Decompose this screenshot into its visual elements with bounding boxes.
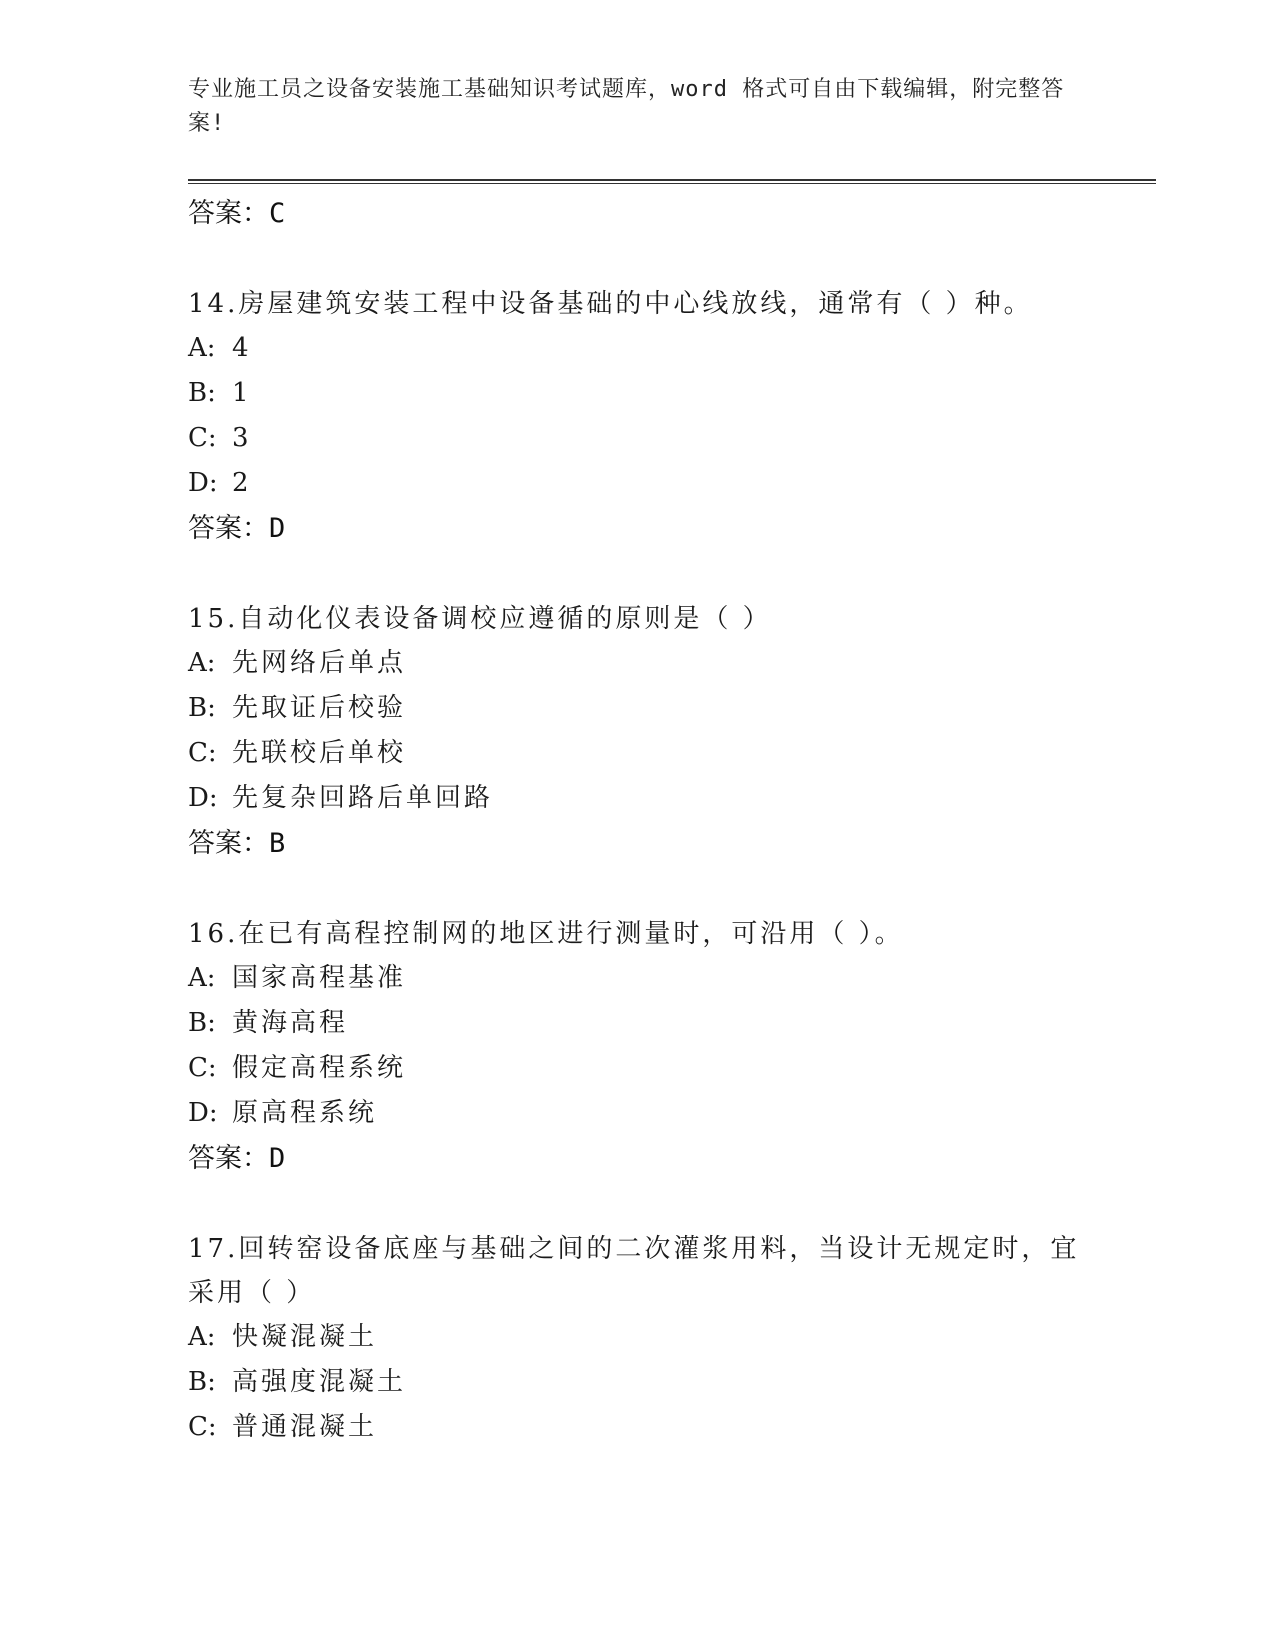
option-letter: A:: [188, 963, 216, 993]
option-c: [188, 1405, 1088, 1450]
question-text: 16.在已有高程控制网的地区进行测量时，可沿用（ ）。: [188, 919, 904, 949]
option-c: [188, 731, 1088, 776]
option-b: [188, 686, 1088, 731]
option-text: 快凝混凝土: [232, 1322, 378, 1352]
option-letter: C:: [188, 1053, 217, 1083]
option-text: 假定高程系统: [232, 1053, 407, 1083]
option-letter: B:: [188, 378, 216, 408]
option-letter: B:: [188, 1008, 216, 1038]
option-text: 2: [232, 468, 252, 498]
question-block: [188, 1227, 1088, 1450]
answer-line: 答案：B: [188, 828, 286, 859]
header-rule-thick: [188, 179, 1156, 181]
answer-line: 答案：D: [188, 513, 286, 544]
question-text: 14.房屋建筑安装工程中设备基础的中心线放线，通常有（ ）种。: [188, 289, 1033, 319]
option-b: [188, 1001, 1088, 1046]
option-letter: A:: [188, 333, 216, 363]
option-text: 1: [232, 378, 252, 408]
option-letter: C:: [188, 1412, 217, 1442]
option-text: 原高程系统: [232, 1098, 378, 1128]
option-b: [188, 371, 1088, 416]
document-header: 专业施工员之设备安装施工基础知识考试题库，word 格式可自由下载编辑，附完整答案!: [188, 77, 1065, 136]
option-a: [188, 956, 1088, 1001]
option-d: [188, 1091, 1088, 1136]
question-block: [188, 597, 1088, 867]
option-letter: C:: [188, 423, 217, 453]
option-text: 3: [232, 423, 252, 453]
option-a: [188, 1315, 1088, 1360]
option-a: [188, 326, 1088, 371]
question-list: [188, 191, 1088, 1450]
option-text: 先取证后校验: [232, 693, 407, 723]
option-letter: A:: [188, 648, 216, 678]
option-letter: D:: [188, 468, 218, 498]
option-letter: D:: [188, 783, 218, 813]
question-block: [188, 912, 1088, 1182]
option-letter: C:: [188, 738, 217, 768]
option-text: 国家高程基准: [232, 963, 407, 993]
answer-line: 答案：D: [188, 1143, 286, 1174]
option-c: [188, 416, 1088, 461]
question-text: 15.自动化仪表设备调校应遵循的原则是（ ）: [188, 604, 772, 634]
option-text: 黄海高程: [232, 1008, 349, 1038]
option-letter: B:: [188, 1367, 216, 1397]
option-letter: D:: [188, 1098, 218, 1128]
option-text: 4: [232, 333, 252, 363]
option-letter: B:: [188, 693, 216, 723]
question-text: 17.回转窑设备底座与基础之间的二次灌浆用料，当设计无规定时，宜采用（ ）: [188, 1234, 1080, 1308]
option-text: 先复杂回路后单回路: [232, 783, 494, 813]
question-block: [188, 282, 1088, 552]
option-text: 高强度混凝土: [232, 1367, 407, 1397]
header-rule-thin: [188, 183, 1156, 184]
answer-line: 答案：C: [188, 198, 286, 229]
option-d: [188, 461, 1088, 506]
option-text: 先联校后单校: [232, 738, 407, 768]
option-letter: A:: [188, 1322, 216, 1352]
option-text: 普通混凝土: [232, 1412, 378, 1442]
option-c: [188, 1046, 1088, 1091]
option-b: [188, 1360, 1088, 1405]
option-text: 先网络后单点: [232, 648, 407, 678]
option-a: [188, 641, 1088, 686]
option-d: [188, 776, 1088, 821]
